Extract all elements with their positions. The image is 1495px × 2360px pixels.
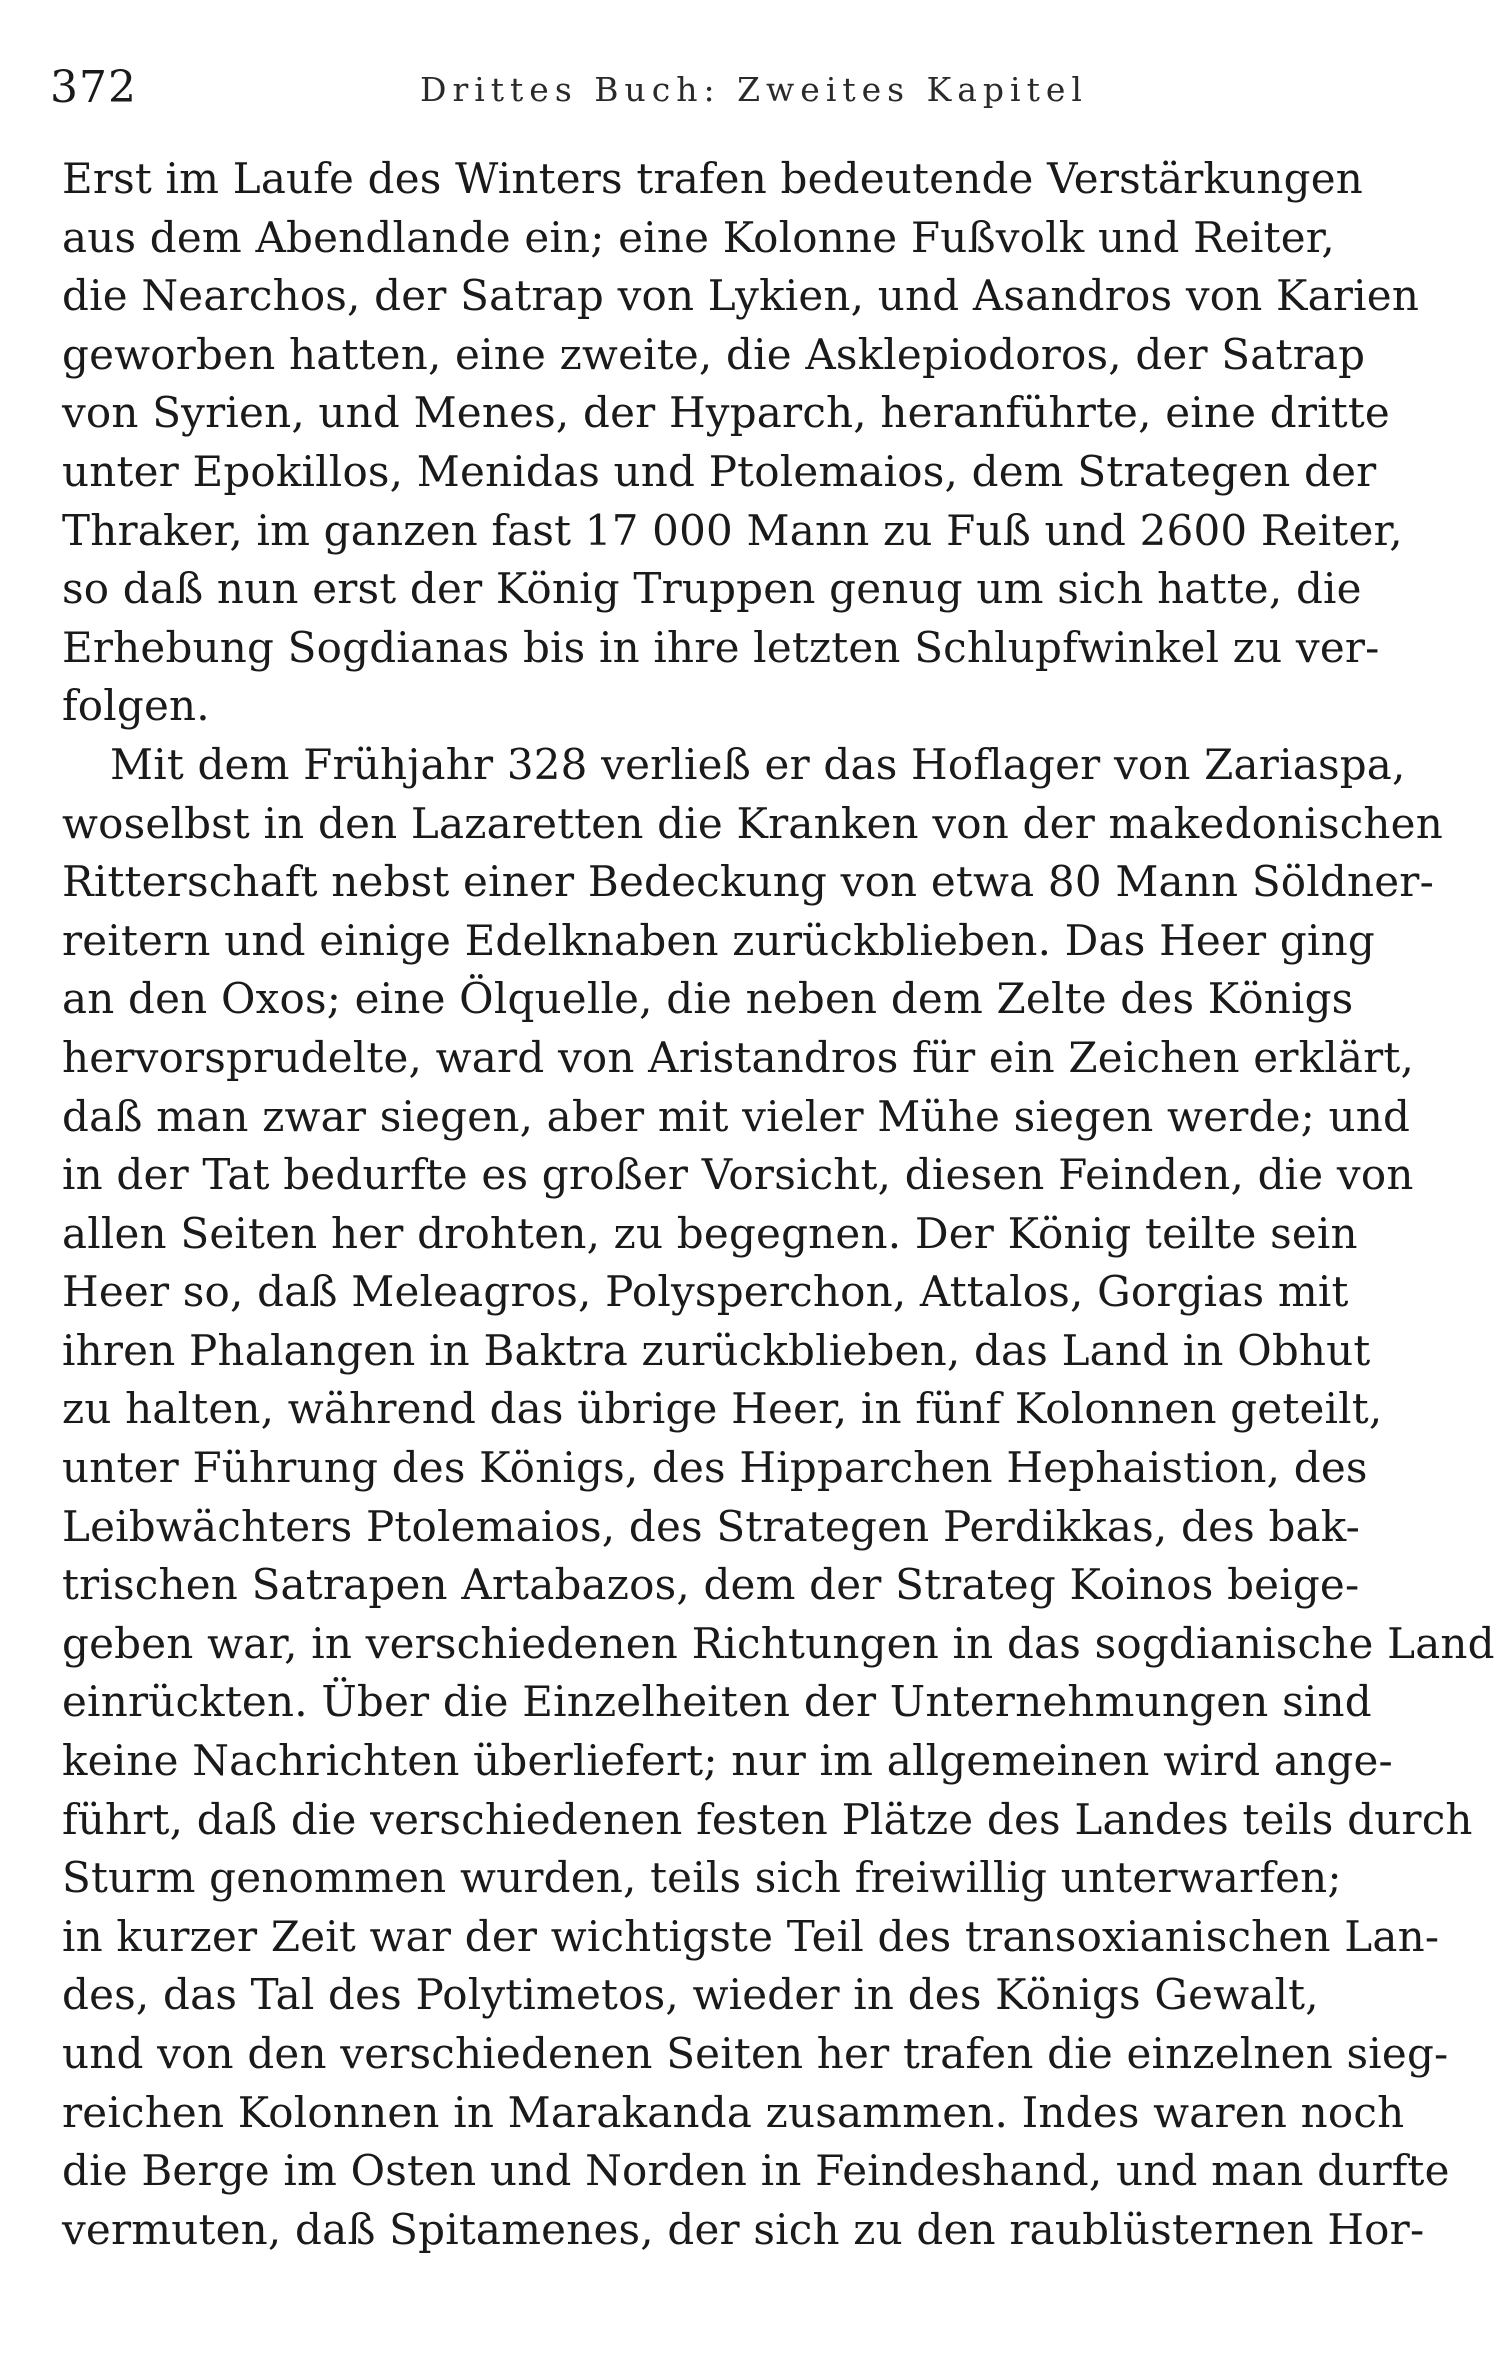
- text-line: reichen Kolonnen in Marakanda zusammen. Indes waren noch: [62, 2087, 1405, 2137]
- text-line: Erhebung Sogdianas bis in ihre letzten Schlupfwinkel zu ver-: [62, 622, 1380, 672]
- text-line: einrückten. Über die Einzelheiten der Unternehmungen sind: [62, 1677, 1372, 1727]
- text-line: allen Seiten her drohten, zu begegnen. Der König teilte sein: [62, 1208, 1358, 1258]
- text-line: trischen Satrapen Artabazos, dem der Strateg Koinos beige-: [62, 1560, 1360, 1610]
- text-line: ihren Phalangen in Baktra zurückblieben, das Land in Obhut: [62, 1325, 1371, 1375]
- text-line: Thraker, im ganzen fast 17 000 Mann zu Fuß und 2600 Reiter,: [62, 505, 1403, 555]
- text-line: geben war, in verschiedenen Richtungen in das sogdianische Land: [62, 1618, 1495, 1668]
- text-line: die Nearchos, der Satrap von Lykien, und Asandros von Karien: [62, 271, 1420, 321]
- paragraph-start-line: Mit dem Frühjahr 328 verließ er das Hoflager von Zariaspa,: [110, 739, 1406, 789]
- text-line: Sturm genommen wurden, teils sich freiwillig unterwarfen;: [62, 1853, 1342, 1903]
- text-line: zu halten, während das übrige Heer, in fünf Kolonnen geteilt,: [62, 1384, 1383, 1434]
- text-line: Erst im Laufe des Winters trafen bedeutende Verstärkungen: [62, 154, 1364, 203]
- text-line: vermuten, daß Spitamenes, der sich zu den raublüsternen Hor-: [62, 2204, 1425, 2254]
- paragraph-end-line: folgen.: [62, 681, 210, 731]
- text-line: von Syrien, und Menes, der Hyparch, heranführte, eine dritte: [62, 388, 1390, 438]
- text-line: die Berge im Osten und Norden in Feindeshand, und man durfte: [62, 2146, 1450, 2196]
- text-line: Heer so, daß Meleagros, Polysperchon, Attalos, Gorgias mit: [62, 1267, 1349, 1317]
- text-line: an den Oxos; eine Ölquelle, die neben dem Zelte des Königs: [62, 974, 1354, 1024]
- text-line: des, das Tal des Polytimetos, wieder in des Königs Gewalt,: [62, 1970, 1319, 2020]
- text-line: führt, daß die verschiedenen festen Plätze des Landes teils durch: [62, 1794, 1473, 1844]
- text-line: und von den verschiedenen Seiten her trafen die einzelnen sieg-: [62, 2029, 1449, 2078]
- text-line: aus dem Abendlande ein; eine Kolonne Fußvolk und Reiter,: [62, 212, 1335, 262]
- text-line: so daß nun erst der König Truppen genug um sich hatte, die: [62, 564, 1362, 614]
- text-line: reitern und einige Edelknaben zurückblieben. Das Heer ging: [62, 915, 1375, 965]
- text-line: woselbst in den Lazaretten die Kranken von der makedonischen: [62, 798, 1443, 848]
- body-text: [62, 150, 1495, 2259]
- text-line: hervorsprudelte, ward von Aristandros für ein Zeichen erklärt,: [62, 1032, 1415, 1082]
- text-line: unter Epokillos, Menidas und Ptolemaios, dem Strategen der: [62, 446, 1377, 496]
- text-line: Leibwächters Ptolemaios, des Strategen Perdikkas, des bak-: [62, 1501, 1361, 1551]
- text-line: daß man zwar siegen, aber mit vieler Mühe siegen werde; und: [62, 1091, 1411, 1141]
- running-title: Drittes Buch: Zweites Kapitel: [420, 70, 1088, 109]
- text-line: keine Nachrichten überliefert; nur im allgemeinen wird ange-: [62, 1736, 1393, 1786]
- page-number: 372: [50, 62, 137, 113]
- text-line: Ritterschaft nebst einer Bedeckung von etwa 80 Mann Söldner-: [62, 857, 1434, 907]
- text-line: in kurzer Zeit war der wichtigste Teil des transoxianischen Lan-: [62, 1911, 1440, 1961]
- text-line: in der Tat bedurfte es großer Vorsicht, diesen Feinden, die von: [62, 1150, 1414, 1200]
- text-line: unter Führung des Königs, des Hipparchen Hephaistion, des: [62, 1443, 1368, 1493]
- text-line: geworben hatten, eine zweite, die Asklepiodoros, der Satrap: [62, 329, 1366, 379]
- running-head: [50, 58, 1310, 118]
